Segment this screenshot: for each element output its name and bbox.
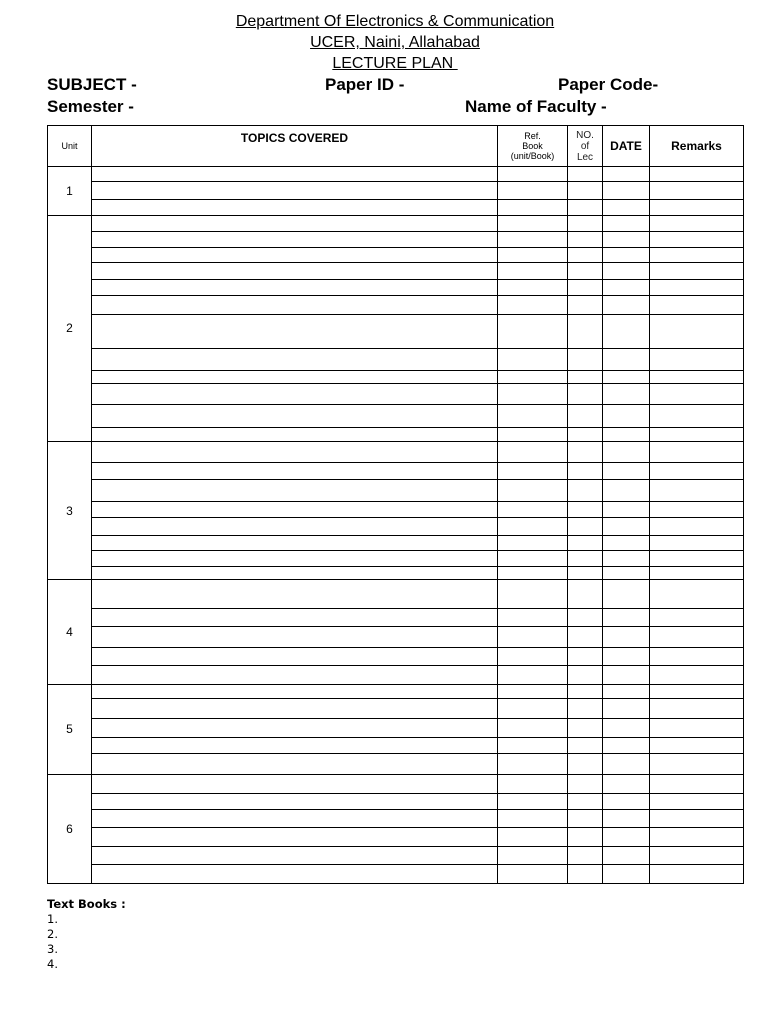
topic-cell [92,517,498,535]
remarks-cell [650,718,744,737]
topic-cell [92,698,498,718]
remarks-cell [650,463,744,480]
lectures-cell [568,384,603,404]
topic-cell [92,463,498,480]
ref-book-cell [498,551,568,567]
topic-cell [92,809,498,827]
remarks-cell [650,384,744,404]
ref-book-cell [498,698,568,718]
topic-cell [92,384,498,404]
text-book-item: 2. [47,927,58,941]
table-row [48,580,744,608]
ref-book-cell [498,247,568,262]
lectures-cell [568,828,603,847]
topics-column-header: TOPICS COVERED [92,126,498,167]
semester-label: Semester - [47,97,134,116]
table-row [48,847,744,865]
table-row [48,480,744,501]
ref-book-cell [498,441,568,462]
topic-cell [92,608,498,626]
remarks-column-header: Remarks [650,126,744,167]
table-row [48,404,744,427]
date-cell [603,698,650,718]
date-cell [603,348,650,370]
ref-book-cell [498,774,568,793]
lectures-cell [568,608,603,626]
table-row [48,828,744,847]
remarks-cell [650,167,744,182]
lectures-cell [568,296,603,314]
remarks-cell [650,684,744,698]
table-header-row [48,126,744,167]
topic-cell [92,648,498,666]
table-row [48,463,744,480]
remarks-cell [650,738,744,754]
topic-cell [92,774,498,793]
remarks-cell [650,441,744,462]
date-cell [603,847,650,865]
table-row [48,501,744,517]
ref-book-cell [498,738,568,754]
date-cell [603,517,650,535]
institute-heading: UCER, Naini, Allahabad [310,34,480,51]
table-row [48,215,744,231]
date-cell [603,551,650,567]
date-cell [603,626,650,647]
topic-cell [92,427,498,441]
table-row [48,296,744,314]
topic-cell [92,738,498,754]
table-row [48,517,744,535]
department-heading: Department Of Electronics & Communication [235,13,555,30]
ref-book-column-header: Ref. Book (unit/Book) [498,126,568,167]
unit-number-cell: 2 [48,215,92,441]
unit-number-cell: 5 [48,684,92,774]
lectures-cell [568,809,603,827]
lectures-cell [568,580,603,608]
date-cell [603,296,650,314]
ref-book-cell [498,580,568,608]
date-cell [603,247,650,262]
ref-book-cell [498,480,568,501]
lectures-cell [568,754,603,774]
table-row [48,167,744,182]
date-cell [603,684,650,698]
topic-cell [92,200,498,215]
remarks-cell [650,698,744,718]
ref-book-cell [498,626,568,647]
unit-number-cell: 4 [48,580,92,684]
ref-book-cell [498,314,568,348]
ref-book-cell [498,718,568,737]
table-row [48,182,744,200]
topic-cell [92,847,498,865]
remarks-cell [650,809,744,827]
topic-cell [92,535,498,550]
topic-cell [92,501,498,517]
date-cell [603,427,650,441]
unit-number-cell: 6 [48,774,92,883]
remarks-cell [650,648,744,666]
remarks-cell [650,404,744,427]
topic-cell [92,718,498,737]
text-book-item: 3. [47,942,58,956]
topic-cell [92,348,498,370]
lectures-cell [568,517,603,535]
text-books-title: Text Books : [47,897,126,911]
table-row [48,865,744,883]
remarks-cell [650,200,744,215]
table-row [48,793,744,809]
table-row [48,384,744,404]
paper-code-label: Paper Code- [558,75,659,94]
remarks-cell [650,231,744,247]
date-cell [603,480,650,501]
lectures-cell [568,551,603,567]
lectures-cell [568,480,603,501]
lectures-cell [568,280,603,296]
ref-book-cell [498,182,568,200]
date-cell [603,738,650,754]
remarks-cell [650,371,744,384]
faculty-label: Name of Faculty - [465,97,607,116]
table-row [48,263,744,280]
ref-book-cell [498,865,568,883]
date-cell [603,754,650,774]
date-cell [603,441,650,462]
table-row [48,626,744,647]
lectures-cell [568,215,603,231]
date-cell [603,774,650,793]
date-cell [603,535,650,550]
text-books-section [47,897,126,972]
date-cell [603,648,650,666]
date-cell [603,666,650,684]
remarks-cell [650,865,744,883]
ref-book-cell [498,167,568,182]
remarks-cell [650,774,744,793]
table-row [48,809,744,827]
table-row [48,567,744,580]
remarks-cell [650,535,744,550]
date-cell [603,793,650,809]
date-cell [603,608,650,626]
remarks-cell [650,296,744,314]
lectures-cell [568,666,603,684]
table-row [48,774,744,793]
table-row [48,535,744,550]
topic-cell [92,231,498,247]
ref-book-cell [498,348,568,370]
lectures-cell [568,314,603,348]
lectures-cell [568,793,603,809]
ref-book-cell [498,215,568,231]
remarks-cell [650,666,744,684]
lectures-cell [568,263,603,280]
ref-book-cell [498,847,568,865]
lectures-cell [568,684,603,698]
lectures-cell [568,231,603,247]
lecture-plan-table [47,125,744,884]
date-cell [603,215,650,231]
date-cell [603,404,650,427]
table-row [48,684,744,698]
remarks-cell [650,215,744,231]
ref-book-cell [498,793,568,809]
lectures-cell [568,371,603,384]
remarks-cell [650,828,744,847]
table-body [48,167,744,884]
topic-cell [92,793,498,809]
lectures-column-header: NO. of Lec [568,126,603,167]
topic-cell [92,754,498,774]
date-cell [603,371,650,384]
lectures-cell [568,718,603,737]
date-cell [603,718,650,737]
table-row [48,200,744,215]
date-cell [603,580,650,608]
topic-cell [92,551,498,567]
remarks-cell [650,427,744,441]
remarks-cell [650,314,744,348]
topic-cell [92,182,498,200]
document-title: LECTURE PLAN [332,55,458,72]
ref-book-cell [498,427,568,441]
ref-book-cell [498,517,568,535]
ref-book-cell [498,535,568,550]
unit-column-header: Unit [48,126,92,167]
topic-cell [92,828,498,847]
topic-cell [92,684,498,698]
lectures-cell [568,167,603,182]
date-cell [603,501,650,517]
lectures-cell [568,441,603,462]
date-cell [603,263,650,280]
unit-number-cell: 3 [48,441,92,579]
table-row [48,718,744,737]
ref-book-cell [498,200,568,215]
subject-label: SUBJECT - [47,75,137,94]
lectures-cell [568,501,603,517]
remarks-cell [650,501,744,517]
table-row [48,371,744,384]
remarks-cell [650,517,744,535]
topic-cell [92,280,498,296]
remarks-cell [650,626,744,647]
ref-book-cell [498,809,568,827]
text-book-item: 4. [47,957,58,971]
table-row [48,280,744,296]
remarks-cell [650,182,744,200]
topic-cell [92,441,498,462]
paper-id-label: Paper ID - [325,75,405,94]
lectures-cell [568,535,603,550]
topic-cell [92,480,498,501]
lectures-cell [568,567,603,580]
topic-cell [92,666,498,684]
topic-cell [92,247,498,262]
topic-cell [92,626,498,647]
unit-number-cell: 1 [48,167,92,216]
table-row [48,648,744,666]
remarks-cell [650,348,744,370]
date-cell [603,314,650,348]
ref-book-cell [498,404,568,427]
topic-cell [92,371,498,384]
ref-book-cell [498,371,568,384]
date-column-header: DATE [603,126,650,167]
remarks-cell [650,480,744,501]
lectures-cell [568,200,603,215]
lectures-cell [568,738,603,754]
remarks-cell [650,847,744,865]
ref-book-cell [498,666,568,684]
lectures-cell [568,847,603,865]
remarks-cell [650,567,744,580]
topic-cell [92,296,498,314]
date-cell [603,828,650,847]
table-row [48,666,744,684]
topic-cell [92,167,498,182]
lectures-cell [568,698,603,718]
lectures-cell [568,427,603,441]
lectures-cell [568,626,603,647]
topic-cell [92,263,498,280]
ref-book-cell [498,684,568,698]
lectures-cell [568,463,603,480]
ref-book-cell [498,463,568,480]
ref-book-cell [498,567,568,580]
table-row [48,231,744,247]
date-cell [603,809,650,827]
table-row [48,551,744,567]
date-cell [603,280,650,296]
date-cell [603,384,650,404]
topic-cell [92,580,498,608]
date-cell [603,167,650,182]
topic-cell [92,314,498,348]
lectures-cell [568,182,603,200]
remarks-cell [650,754,744,774]
topic-cell [92,865,498,883]
remarks-cell [650,263,744,280]
table-row [48,738,744,754]
ref-book-cell [498,501,568,517]
date-cell [603,865,650,883]
remarks-cell [650,608,744,626]
table-row [48,427,744,441]
date-cell [603,182,650,200]
table-row [48,247,744,262]
ref-book-cell [498,384,568,404]
remarks-cell [650,247,744,262]
topic-cell [92,215,498,231]
remarks-cell [650,551,744,567]
text-book-item: 1. [47,912,58,926]
ref-book-cell [498,280,568,296]
ref-book-cell [498,648,568,666]
remarks-cell [650,280,744,296]
lectures-cell [568,774,603,793]
ref-book-cell [498,296,568,314]
lectures-cell [568,404,603,427]
table-row [48,698,744,718]
ref-book-cell [498,263,568,280]
lectures-cell [568,865,603,883]
table-row [48,608,744,626]
date-cell [603,463,650,480]
table-row [48,441,744,462]
lectures-cell [568,247,603,262]
table-row [48,314,744,348]
lectures-cell [568,648,603,666]
remarks-cell [650,580,744,608]
date-cell [603,567,650,580]
ref-book-cell [498,608,568,626]
ref-book-cell [498,828,568,847]
ref-book-cell [498,754,568,774]
topic-cell [92,404,498,427]
table-row [48,754,744,774]
table-row [48,348,744,370]
ref-book-cell [498,231,568,247]
date-cell [603,200,650,215]
remarks-cell [650,793,744,809]
date-cell [603,231,650,247]
topic-cell [92,567,498,580]
lectures-cell [568,348,603,370]
